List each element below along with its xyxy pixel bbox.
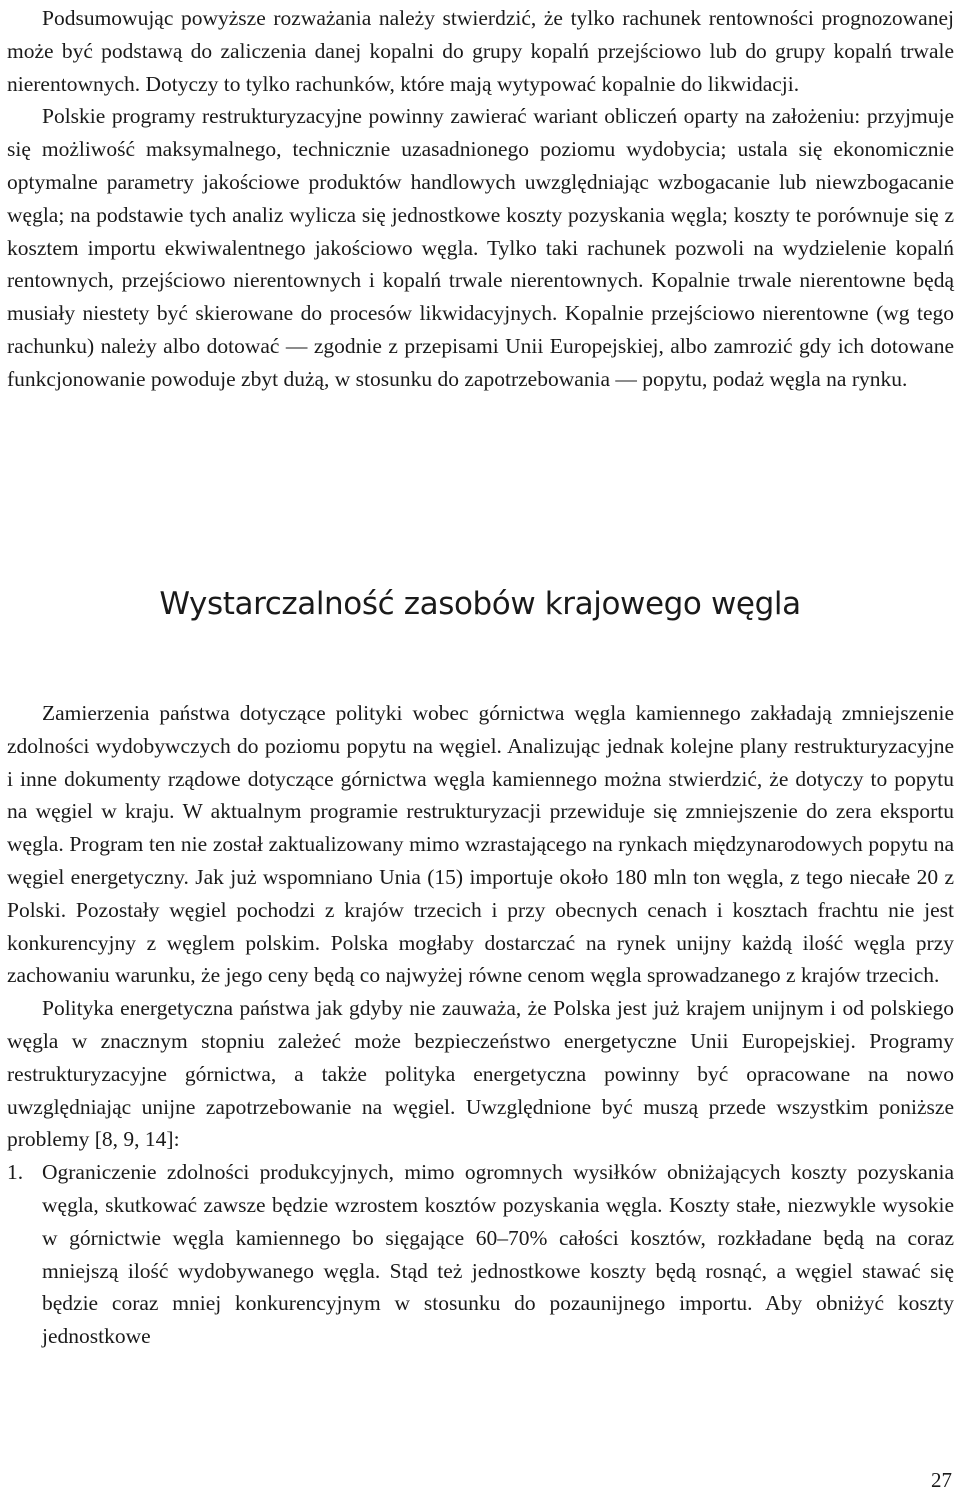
section-heading: Wystarczalność zasobów krajowego węgla	[159, 586, 801, 622]
top-text-block	[7, 2, 954, 396]
paragraph-state-intentions: Zamierzenia państwa dotyczące polityki wobec górnictwa węgla kamiennego zakładają zmniejszenie zdolności wydobywczych do poziomu popytu na węgiel. Analizując jednak kolejne plany restrukturyzacyjne i inne dokumenty rządowe dotyczące górnictwa węgla kamiennego można stwierdzić, że dotyczy to popytu na węgiel w kraju. W aktualnym programie restrukturyzacji przewiduje się zmniejszenie do zera eksportu węgla. Program ten nie został zaktualizowany mimo wzrastającego na rynkach międzynarodowych popytu na węgiel energetyczny. Jak już wspomniano Unia (15) importuje około 180 mln ton węgla, z tego niecałe 20 z Polski. Pozostały węgiel pochodzi z krajów trzecich i przy obecnych cenach i kosztach frachtu nie jest konkurencyjny z węglem polskim. Polska mogłaby dostarczać na rynek unijny każdą ilość węgla przy zachowaniu warunku, że jego ceny będą co najwyżej równe cenom węgla sprowadzanego z krajów trzecich.	[7, 701, 954, 988]
paragraph-restructuring-programs: Polskie programy restrukturyzacyjne powinny zawierać wariant obliczeń oparty na założeniu: przyjmuje się możliwość maksymalnego, technicznie uzasadnionego poziomu wydobycia; ustala się ekonomicznie optymalne parametry jakościowe produktów handlowych uwzględniając wzbogacanie lub niewzbogacanie węgla; na podstawie tych analiz wylicza się jednostkowe koszty pozyskania węgla; koszty te porównuje się z kosztem importu ekwiwalentnego jakościowo węgla. Tylko taki rachunek pozwoli na wydzielenie kopalń rentownych, przejściowo nierentownych i kopalń trwale nierentownych. Kopalnie trwale nierentowne będą musiały niestety być skierowane do procesów likwidacyjnych. Kopalnie przejściowo nierentowne (wg tego rachunku) należy albo dotować — zgodnie z przepisami Unii Europejskiej, albo zamrozić gdy ich dotowane funkcjonowanie powoduje zbyt dużą, w stosunku do zapotrzebowania — popytu, podaż węgla na rynku.	[7, 104, 954, 391]
paragraph-summary: Podsumowując powyższe rozważania należy stwierdzić, że tylko rachunek rentowności prognozowanej może być podstawą do zaliczenia danej kopalni do grupy kopalń przejściowo lub do grupy kopalń trwale nierentownych. Dotyczy to tylko rachunków, które mają wytypować kopalnie do likwidacji.	[7, 6, 954, 96]
problems-list	[7, 1156, 954, 1353]
page-number: 27	[931, 1468, 952, 1492]
list-item-number: 1.	[7, 1160, 24, 1185]
paragraph-energy-policy: Polityka energetyczna państwa jak gdyby nie zauważa, że Polska jest już krajem unijnym i od polskiego węgla w znacznym stopniu zależeć może bezpieczeństwo energetyczne Unii Europejskiej. Programy restrukturyzacyjne górnictwa, a także polityka energetyczna powinny być opracowane na nowo uwzględniając unijne zapotrzebowanie na węgiel. Uwzględnione być muszą przede wszystkim poniższe problemy [8, 9, 14]:	[7, 996, 954, 1152]
section-text-block	[7, 697, 954, 1353]
list-item-text: Ograniczenie zdolności produkcyjnych, mimo ogromnych wysiłków obniżających koszty pozyskania węgla, skutkować zawsze będzie wzrostem kosztów pozyskania węgla. Koszty stałe, niezwykle wysokie w górnictwie węgla kamiennego bo sięgające 60–70% całości kosztów, rozkładane będą na coraz mniejszą ilość wydobywanego węgla. Stąd też jednostkowe koszty będą rosnąć, a węgiel stawać się będzie coraz mniej konkurencyjnym w stosunku do pozaunijnego importu. Aby obniżyć koszty jednostkowe	[42, 1160, 954, 1349]
list-item	[7, 1156, 954, 1353]
